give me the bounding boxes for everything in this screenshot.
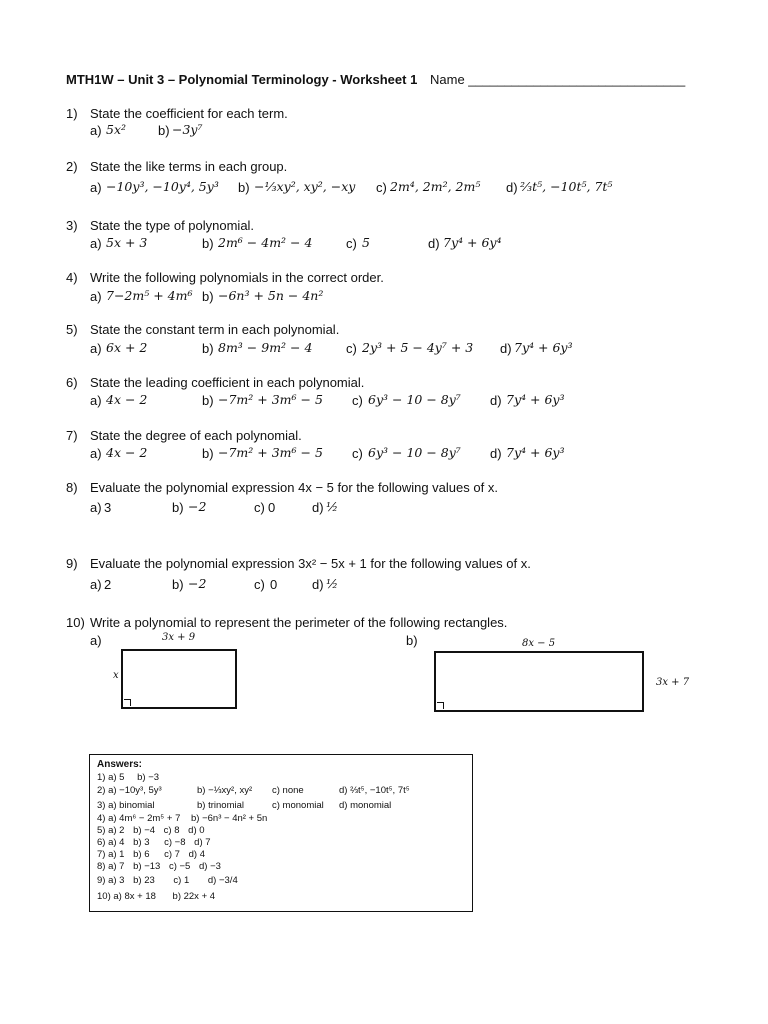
part-value: 0	[270, 577, 278, 592]
part-expression: 2y³ + 5 − 4y⁷ + 3	[362, 340, 474, 355]
question-text: State the like terms in each group.	[90, 159, 288, 174]
answer-line	[97, 825, 205, 836]
part-expression: 6y³ − 10 − 8y⁷	[368, 392, 461, 407]
answers-box	[89, 754, 473, 912]
part-label: a)	[90, 577, 102, 592]
answer-item: b) 23	[133, 875, 155, 886]
part-expression: ½	[326, 576, 339, 591]
part-expression: ½	[326, 499, 339, 514]
part-label: c)	[254, 500, 265, 515]
answer-item: b) 22x + 4	[172, 891, 216, 902]
question-number: 7)	[66, 428, 78, 443]
answer-item: c) −8	[164, 837, 186, 848]
part-label: a)	[90, 123, 102, 138]
part-label: c)	[352, 446, 363, 461]
answer-item: b) trinomial	[197, 800, 244, 811]
answer-item: 9) a) 3	[97, 875, 125, 886]
part-expression: 2m⁴, 2m², 2m⁵	[390, 179, 481, 194]
answer-item: 8) a) 7	[97, 861, 125, 872]
name-field[interactable]: Name ______________________________	[430, 72, 686, 87]
part-expression: 4x − 2	[106, 392, 148, 407]
part-expression: 6y³ − 10 − 8y⁷	[368, 445, 461, 460]
part-expression: −2	[188, 499, 207, 514]
question-number: 8)	[66, 480, 78, 495]
answer-line	[97, 861, 221, 872]
part-expression: −2	[188, 576, 207, 591]
rectangle-b-width-label: 3x + 7	[656, 677, 690, 688]
answer-item: c) −5	[168, 861, 191, 872]
part-expression: 7y⁴ + 6y³	[506, 445, 565, 460]
part-expression: 7−2m⁵ + 4m⁶	[106, 288, 193, 303]
answer-item: c) 8	[163, 825, 180, 836]
part-label: a)	[90, 289, 102, 304]
answer-item: b) −⅓xy², xy²	[197, 785, 253, 796]
answer-item: 7) a) 1	[97, 849, 125, 860]
rectangle-b	[434, 651, 644, 712]
answer-line	[97, 837, 211, 848]
part-label: c)	[254, 577, 265, 592]
answer-line	[97, 891, 215, 902]
question-number: 3)	[66, 218, 78, 233]
part-label: b)	[406, 633, 418, 648]
right-angle-marker	[437, 702, 444, 709]
rectangle-a-length-label: 3x + 9	[162, 632, 196, 643]
part-expression: 7y⁴ + 6y⁴	[443, 235, 502, 250]
part-expression: −6n³ + 5n − 4n²	[218, 288, 324, 303]
question-number: 10)	[66, 615, 85, 630]
answer-item: 5) a) 2	[97, 825, 125, 836]
question-text: Write a polynomial to represent the perimeter of the following rectangles.	[90, 615, 508, 630]
answer-item: d) 0	[188, 825, 205, 836]
question-text: State the degree of each polynomial.	[90, 428, 302, 443]
part-expression: 7y⁴ + 6y³	[514, 340, 573, 355]
answer-item: b) −4	[133, 825, 156, 836]
part-expression: −⅓xy², xy², −xy	[254, 179, 356, 194]
part-label: d)	[506, 180, 518, 195]
part-label: a)	[90, 446, 102, 461]
answer-line	[97, 772, 159, 783]
part-expression: 8m³ − 9m² − 4	[218, 340, 313, 355]
part-label: b)	[202, 393, 214, 408]
part-label: d)	[490, 446, 502, 461]
part-value: 3	[104, 500, 112, 515]
question-text: State the type of polynomial.	[90, 218, 255, 233]
answer-item: 4) a) 4m⁶ − 2m⁵ + 7	[97, 813, 181, 824]
answer-item: 3) a) binomial	[97, 800, 155, 811]
part-label: d)	[500, 341, 512, 356]
part-expression: ⅔t⁵, −10t⁵, 7t⁵	[520, 179, 613, 194]
part-label: b)	[158, 123, 170, 138]
rectangle-a	[121, 649, 237, 709]
answer-item: b) −3	[137, 772, 160, 783]
question-text: State the coefficient for each term.	[90, 106, 288, 121]
part-label: a)	[90, 393, 102, 408]
part-label: b)	[172, 577, 184, 592]
part-expression: 5x²	[106, 122, 127, 137]
part-label: c)	[346, 236, 357, 251]
answer-item: d) ⅔t⁵, −10t⁵, 7t⁵	[339, 785, 410, 796]
question-number: 4)	[66, 270, 78, 285]
answer-line	[97, 875, 238, 886]
answer-item: c) none	[272, 785, 304, 796]
question-number: 2)	[66, 159, 78, 174]
answer-item: b) 3	[133, 837, 150, 848]
answer-item: 10) a) 8x + 18	[97, 891, 156, 902]
answer-item: c) 1	[173, 875, 190, 886]
question-number: 6)	[66, 375, 78, 390]
part-label: d)	[312, 500, 324, 515]
answer-line	[97, 785, 410, 796]
part-label: a)	[90, 236, 102, 251]
answers-title: Answers:	[97, 759, 143, 770]
part-value: 2	[104, 577, 112, 592]
answer-item: d) 4	[188, 849, 205, 860]
right-angle-marker	[124, 699, 131, 706]
part-expression: 4x − 2	[106, 445, 148, 460]
part-label: c)	[376, 180, 387, 195]
part-label: b)	[202, 289, 214, 304]
answer-item: 6) a) 4	[97, 837, 125, 848]
question-number: 5)	[66, 322, 78, 337]
worksheet-title: MTH1W – Unit 3 – Polynomial Terminology - Worksheet 1	[66, 72, 418, 87]
part-label: b)	[172, 500, 184, 515]
part-expression: −7m² + 3m⁶ − 5	[218, 392, 323, 407]
question-text: Evaluate the polynomial expression 3x² − 5x + 1 for the following values of x.	[90, 556, 531, 571]
part-label: a)	[90, 633, 102, 648]
part-label: d)	[312, 577, 324, 592]
part-label: a)	[90, 500, 102, 515]
question-text: Write the following polynomials in the correct order.	[90, 270, 384, 285]
answer-item: d) 7	[194, 837, 211, 848]
part-label: c)	[346, 341, 357, 356]
part-expression: −10y³, −10y⁴, 5y³	[106, 179, 219, 194]
part-label: b)	[202, 446, 214, 461]
answer-line	[97, 849, 205, 860]
answer-item: b) −6n³ − 4n² + 5n	[191, 813, 268, 824]
answer-item: b) 6	[133, 849, 150, 860]
answer-item: b) −13	[133, 861, 161, 872]
question-text: State the constant term in each polynomial.	[90, 322, 340, 337]
answer-item: c) monomial	[272, 800, 324, 811]
part-label: b)	[202, 236, 214, 251]
answer-item: d) −3/4	[207, 875, 238, 886]
part-label: b)	[238, 180, 250, 195]
part-label: d)	[490, 393, 502, 408]
part-expression: 7y⁴ + 6y³	[506, 392, 565, 407]
part-expression: −3y⁷	[172, 122, 203, 137]
answer-item: 1) a) 5	[97, 772, 125, 783]
answer-item: c) 7	[164, 849, 180, 860]
answer-line	[97, 813, 267, 824]
part-expression: 5	[362, 235, 370, 250]
rectangle-b-length-label: 8x − 5	[522, 638, 556, 649]
part-label: a)	[90, 341, 102, 356]
answer-item: d) monomial	[339, 800, 392, 811]
question-number: 1)	[66, 106, 78, 121]
part-expression: 5x + 3	[106, 235, 148, 250]
part-expression: 6x + 2	[106, 340, 148, 355]
answer-item: 2) a) −10y³, 5y³	[97, 785, 162, 796]
answer-item: d) −3	[198, 861, 221, 872]
part-label: b)	[202, 341, 214, 356]
question-text: Evaluate the polynomial expression 4x − 5 for the following values of x.	[90, 480, 498, 495]
part-label: d)	[428, 236, 440, 251]
part-expression: −7m² + 3m⁶ − 5	[218, 445, 323, 460]
part-value: 0	[268, 500, 276, 515]
part-label: c)	[352, 393, 363, 408]
part-expression: 2m⁶ − 4m² − 4	[218, 235, 313, 250]
rectangle-a-width-label: x	[113, 670, 119, 681]
question-number: 9)	[66, 556, 78, 571]
part-label: a)	[90, 180, 102, 195]
question-text: State the leading coefficient in each polynomial.	[90, 375, 365, 390]
answer-line	[97, 800, 392, 811]
